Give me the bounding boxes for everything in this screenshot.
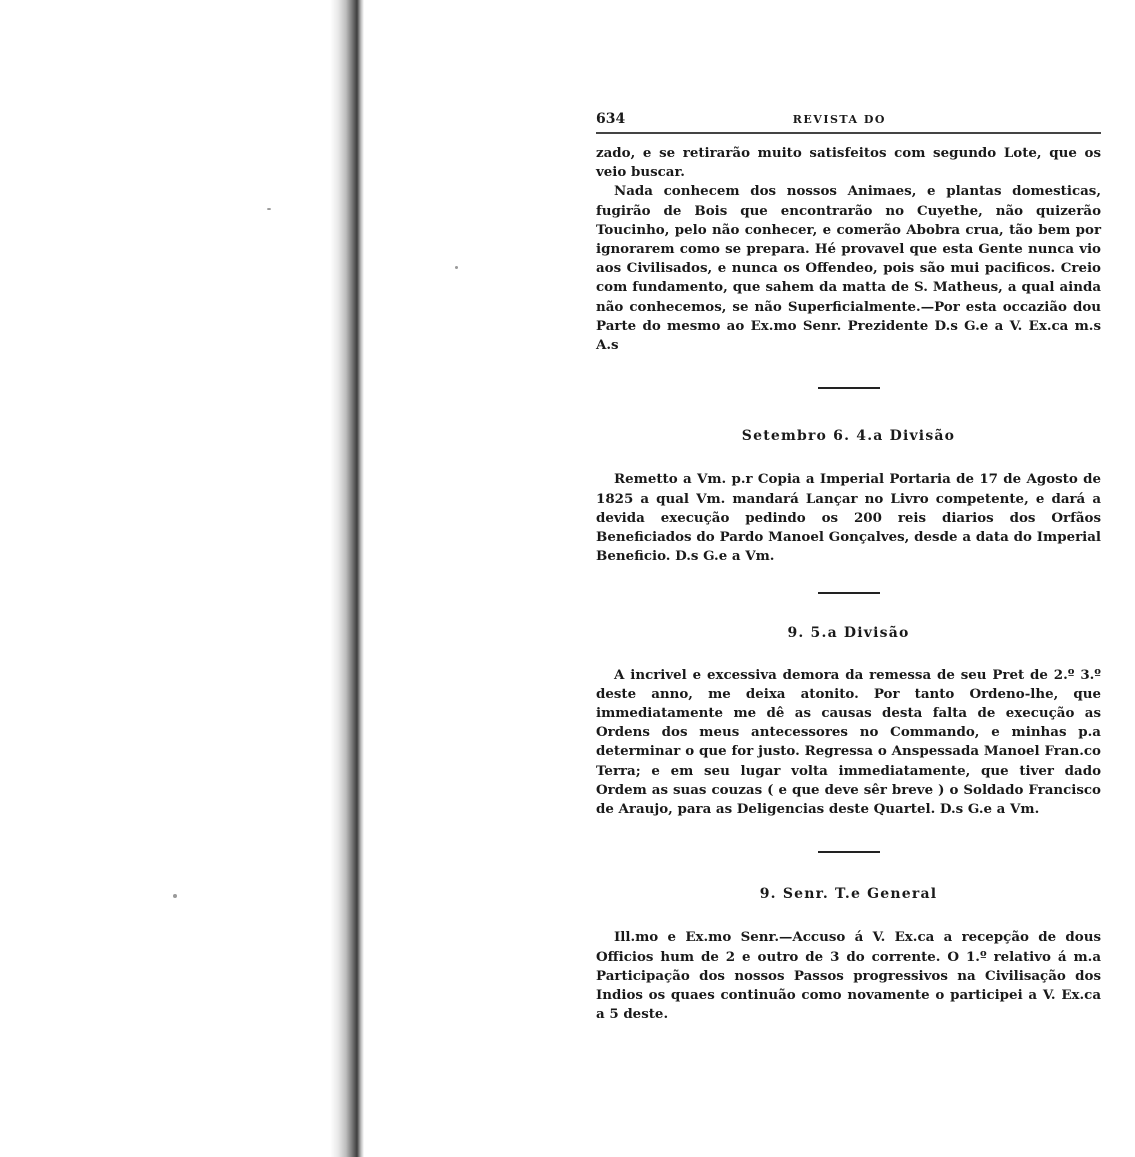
- page-number: 634: [596, 111, 626, 127]
- section-divider: [818, 387, 880, 389]
- book-page: [596, 110, 1101, 1025]
- scan-speck: [267, 208, 271, 210]
- section-body: A incrivel e excessiva demora da remessa de seu Pret de 2.º 3.º deste anno, me deixa atonito. Por tanto Ordeno-lhe, que immediatamente me dê as causas desta falta de execução as Ordens dos meus antecessores no Commando, e minhas p.a determinar o que for justo. Regressa o Anspessada Manoel Fran.co Terra; e em seu lugar volta immediatamente, que tiver dado Ordem as suas couzas ( e que deve sêr breve ) o Soldado Francisco de Araujo, para as Deligencias deste Quartel. D.s G.e a Vm.: [596, 666, 1101, 818]
- section-divider: [818, 592, 880, 594]
- running-title: REVISTA DO: [792, 113, 886, 126]
- scan-speck: [455, 266, 458, 269]
- header-rule: [596, 132, 1101, 134]
- paragraph: Nada conhecem dos nossos Animaes, e plantas domesticas, fugirão de Bois que encontrarão no Cuyethe, não quizerão Toucinho, pelo não conhecer, e comerão Abobra crua, tão bem por ignorarem como se prepara. Hé provavel que esta Gente nunca vio aos Civilisados, e nunca os Offendeo, pois são mui pacificos. Creio com fundamento, que sahem da matta de S. Matheus, a qual ainda não conhecemos, se não Superficialmente.—Por esta occazião dou Parte do mesmo ao Ex.mo Senr. Prezidente D.s G.e a V. Ex.ca m.s A.s: [596, 183, 1101, 354]
- section-title: Setembro 6. 4.a Divisão: [741, 428, 956, 445]
- section-body: Remetto a Vm. p.r Copia a Imperial Portaria de 17 de Agosto de 1825 a qual Vm. mandará Lançar no Livro competente, e dará a devida execução pedindo os 200 reis diarios dos Orfãos Beneficiados do Pardo Manoel Gonçalves, desde a data do Imperial Beneficio. D.s G.e a Vm.: [596, 471, 1101, 565]
- section-divider: [818, 851, 880, 853]
- section-title: 9. 5.a Divisão: [787, 625, 910, 642]
- section-title: 9. Senr. T.e General: [759, 886, 938, 903]
- paragraph: zado, e se retirarão muito satisfeitos com segundo Lote, que os veio buscar.: [596, 145, 1101, 181]
- running-head: [596, 110, 1101, 130]
- book-gutter-shadow: [330, 0, 364, 1157]
- scan-speck: [173, 894, 177, 898]
- section-body: Ill.mo e Ex.mo Senr.—Accuso á V. Ex.ca a recepção de dous Officios hum de 2 e outro de 3 do corrente. O 1.º relativo á m.a Participação dos nossos Passos progressivos na Civilisação dos Indios os quaes continuão como novamente o participei a V. Ex.ca a 5 deste.: [596, 929, 1101, 1023]
